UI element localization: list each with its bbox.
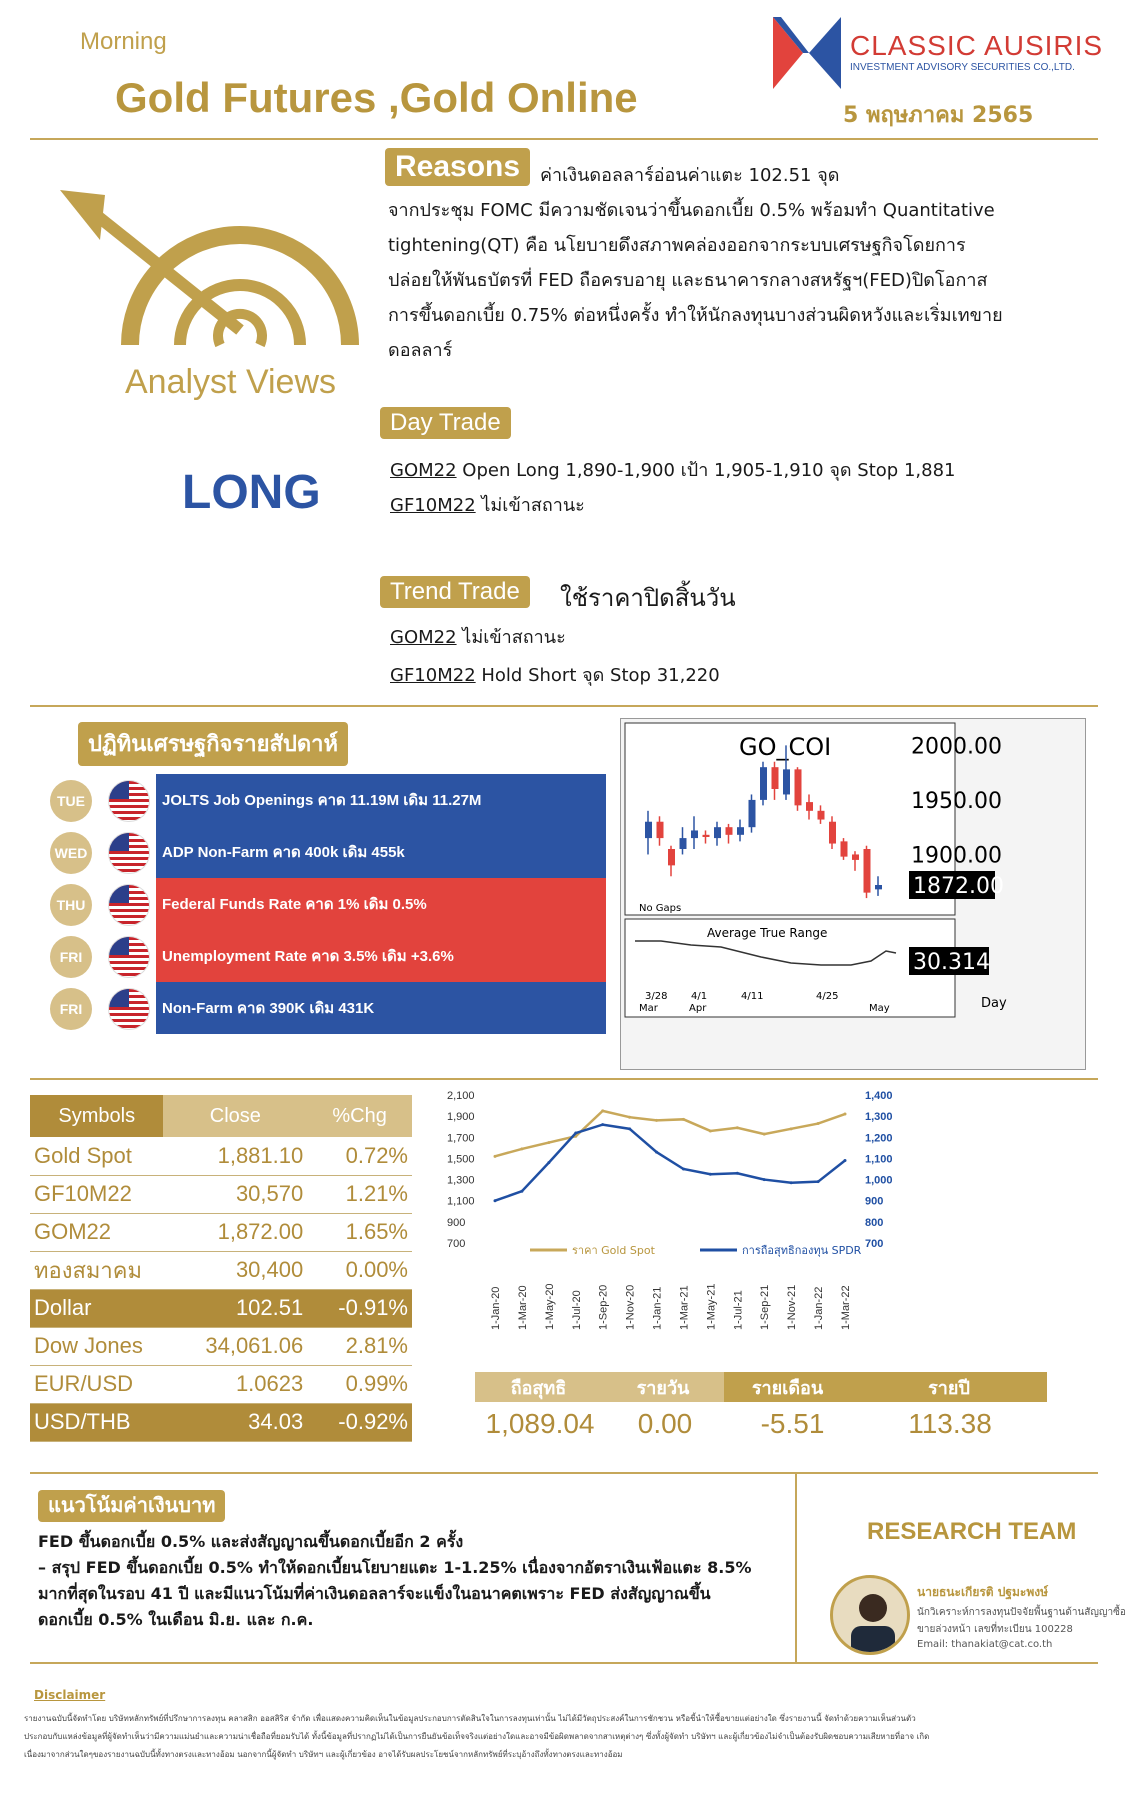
candle-body: [749, 800, 756, 827]
series-point: [655, 1119, 658, 1122]
series-point: [520, 1147, 523, 1150]
table-row: [30, 1403, 412, 1441]
calendar-row: [50, 774, 605, 824]
candle-body: [680, 838, 687, 849]
symbol-close: 30,400: [163, 1251, 307, 1289]
col-header-symbols: Symbols: [30, 1095, 163, 1137]
spdr-net: 1,089.04: [485, 1408, 595, 1439]
us-flag-icon: [108, 936, 150, 978]
day-trade-label: Day Trade: [380, 407, 511, 439]
y-left-tick: 1,300: [447, 1174, 475, 1187]
candle-body: [806, 802, 813, 811]
spdr-daily: 0.00: [637, 1408, 693, 1439]
us-flag-icon: [108, 780, 150, 822]
spdr-header-net: ถือสุทธิ: [475, 1372, 602, 1402]
baht-line2: – สรุป FED ขึ้นดอกเบี้ย 0.5% ทำให้ดอกเบี้ยนโยบายแตะ 1-1.25% เนื่องจากอัตราเงินเฟ้อแตะ 8.5%: [38, 1558, 752, 1577]
trend-trade-row1-symbol: GOM22: [390, 627, 457, 648]
calendar-event: JOLTS Job Openings คาด 11.19M เดิม 11.27M: [156, 774, 606, 826]
disclaimer-line3: เนื่องมาจากส่วนใดๆของรายงานฉบับนี้ทั้งทางตรงและทางอ้อม นอกจากนี้ผู้จัดทำ บริษัทฯ และผู้เกี่ยวข้อง อาจได้รับผลประโยชน์จากหลักทรัพย์ที่ระบุอ้างถึงทั้งทางตรงและทางอ้อม: [24, 1750, 623, 1759]
brand-logo: [773, 17, 841, 89]
series-point: [844, 1159, 847, 1162]
y-right-tick: 1,000: [865, 1174, 893, 1187]
reasons-label: Reasons: [385, 148, 530, 186]
y-right-tick: 1,400: [865, 1090, 893, 1102]
symbol-name: GOM22: [30, 1213, 163, 1251]
day-trade-row2-symbol: GF10M22: [390, 495, 476, 516]
baht-label: แนวโน้มค่าเงินบาท: [38, 1490, 225, 1522]
series-point: [844, 1113, 847, 1116]
y-left-tick: 1,900: [447, 1111, 475, 1124]
symbol-name: EUR/USD: [30, 1365, 163, 1403]
y-right-tick: 1,100: [865, 1153, 893, 1166]
spdr-header-daily: รายวัน: [602, 1372, 724, 1402]
divider: [30, 1078, 1098, 1080]
candle-body: [875, 885, 882, 889]
candle-body: [645, 822, 652, 838]
spdr-yearly: 113.38: [908, 1408, 992, 1439]
calendar-row: [50, 878, 605, 928]
research-email: Email: thanakiat@cat.co.th: [917, 1639, 1053, 1650]
table-row: [30, 1289, 412, 1327]
series-point: [574, 1132, 577, 1135]
candle-body: [668, 849, 675, 865]
no-gaps-label: No Gaps: [639, 903, 682, 914]
symbol-close: 102.51: [163, 1289, 307, 1327]
calendar-day: THU: [50, 884, 92, 926]
x-tick: 1-Mar-22: [840, 1285, 852, 1330]
price-tick: 1900.00: [911, 843, 1002, 869]
x-tick: 1-Mar-21: [678, 1285, 691, 1330]
trend-trade-row2: [390, 660, 720, 689]
symbol-name: Dow Jones: [30, 1327, 163, 1365]
y-left-tick: 2,100: [447, 1090, 475, 1102]
date-tick: 4/1: [691, 991, 708, 1002]
series-point: [682, 1168, 685, 1171]
x-tick: 1-May-20: [543, 1283, 556, 1330]
trend-trade-row2-text: Hold Short จุด Stop 31,220: [481, 665, 720, 686]
series-point: [520, 1190, 523, 1193]
price-tick: 2000.00: [911, 734, 1002, 760]
candle-body: [829, 822, 836, 844]
symbol-close: 1,881.10: [163, 1137, 307, 1175]
x-tick: 1-Jul-21: [732, 1290, 745, 1330]
x-tick: 1-Jan-20: [490, 1286, 502, 1330]
trend-trade-label: Trend Trade: [380, 576, 530, 608]
symbol-chg: 0.00%: [307, 1251, 412, 1289]
series-point: [628, 1116, 631, 1119]
research-role: นักวิเคราะห์การลงทุนปัจจัยพื้นฐานด้านสัญญาซื้อ: [917, 1607, 1126, 1618]
day-trade-row2: [390, 490, 585, 519]
divider: [30, 1662, 1098, 1664]
symbol-name: Gold Spot: [30, 1137, 163, 1175]
col-header-chg: %Chg: [307, 1095, 412, 1137]
research-title: RESEARCH TEAM: [867, 1518, 1077, 1545]
series-point: [709, 1173, 712, 1176]
x-tick: 1-Sep-21: [759, 1284, 772, 1330]
baht-line4: ดอกเบี้ย 0.5% ในเดือน มิ.ย. และ ก.ค.: [38, 1610, 314, 1629]
symbol-close: 1,872.00: [163, 1213, 307, 1251]
candle-body: [783, 769, 790, 794]
candle-body: [691, 830, 698, 838]
x-tick: 1-May-21: [705, 1283, 718, 1330]
candle-body: [818, 811, 825, 820]
series-point: [628, 1127, 631, 1130]
calendar-event: ADP Non-Farm คาด 400k เดิม 455k: [156, 826, 606, 878]
research-license: ขายล่วงหน้า เลขที่ทะเบียน 100228: [917, 1624, 1073, 1635]
disclaimer-line2: ประกอบกับแหล่งข้อมูลที่ผู้จัดทำเห็นว่ามีความแม่นยำและความน่าเชื่อถือที่ยอมรับได้ ทั้งนี้ข้อมูลที่ปรากฏไม่ได้เป็นการยืนยันข้อเท็จจริงแต่อย่างใดและอาจมีข้อผิดพลาดจากสาเหตุต่างๆ ซึ่งทั้งผู้จัดทำ บริษัทฯ และผู้เกี่ยวข้องไม่จำเป็นต้องรับผิดชอบความเสียหายที่อาจ เกิด: [24, 1732, 930, 1741]
y-right-tick: 800: [865, 1216, 884, 1229]
y-left-tick: 700: [447, 1238, 466, 1250]
calendar-event: Non-Farm คาด 390K เดิม 431K: [156, 982, 606, 1034]
x-tick: 1-Mar-20: [516, 1285, 529, 1330]
symbols-table: [30, 1095, 412, 1442]
y-right-tick: 1,200: [865, 1132, 893, 1145]
series-point: [682, 1118, 685, 1121]
table-row: [30, 1213, 412, 1251]
calendar-row: [50, 826, 605, 876]
candle-body: [737, 827, 744, 835]
day-trade-row2-text: ไม่เข้าสถานะ: [481, 495, 585, 516]
symbol-chg: 1.65%: [307, 1213, 412, 1251]
symbol-close: 1.0623: [163, 1365, 307, 1403]
day-trade-row1: [390, 455, 955, 484]
symbol-name: GF10M22: [30, 1175, 163, 1213]
symbol-close: 34.03: [163, 1403, 307, 1441]
candle-body: [852, 854, 859, 859]
trend-trade-row2-symbol: GF10M22: [390, 665, 476, 686]
series-point: [817, 1122, 820, 1125]
table-row: [30, 1175, 412, 1213]
calendar-title: ปฏิทินเศรษฐกิจรายสัปดาห์: [78, 722, 348, 766]
x-tick: 1-Nov-21: [786, 1284, 799, 1330]
series-point: [494, 1199, 497, 1202]
divider: [30, 138, 1098, 140]
brand-sub: INVESTMENT ADVISORY SECURITIES CO.,LTD.: [850, 62, 1075, 73]
x-tick: 1-Jan-21: [651, 1286, 664, 1330]
spdr-header-monthly: รายเดือน: [724, 1372, 851, 1402]
table-row: [30, 1137, 412, 1175]
series-point: [763, 1133, 766, 1136]
candle-body: [795, 769, 802, 805]
col-header-close: Close: [163, 1095, 307, 1137]
reasons-line5: การขึ้นดอกเบี้ย 0.75% ต่อหนึ่งครั้ง ทำให้นักลงทุนบางส่วนผิดหวังและเริ่มเทขาย: [388, 305, 1003, 326]
spdr-monthly: -5.51: [760, 1408, 825, 1439]
symbol-close: 34,061.06: [163, 1327, 307, 1365]
analyst-views-label: Analyst Views: [125, 363, 337, 401]
y-right-tick: 900: [865, 1195, 884, 1208]
y-left-tick: 900: [447, 1216, 466, 1229]
series-point: [601, 1109, 604, 1112]
us-flag-icon: [108, 884, 150, 926]
month-tick: May: [869, 1003, 890, 1014]
x-tick: 1-Sep-20: [597, 1284, 610, 1330]
calendar-event: Federal Funds Rate คาด 1% เดิม 0.5%: [156, 878, 606, 930]
divider: [30, 1472, 1098, 1474]
y-right-tick: 1,300: [865, 1111, 893, 1124]
table-row: [30, 1365, 412, 1403]
legend-gold: ราคา Gold Spot: [572, 1244, 655, 1257]
reasons-line3: tightening(QT) คือ นโยบายดึงสภาพคล่องออกจากระบบเศรษฐกิจโดยการ: [388, 235, 966, 256]
symbol-name: Dollar: [30, 1289, 163, 1327]
table-row: [30, 1327, 412, 1365]
trend-trade-row1: [390, 622, 566, 651]
baht-line1: FED ขึ้นดอกเบี้ย 0.5% และส่งสัญญาณขึ้นดอกเบี้ยอีก 2 ครั้ง: [38, 1532, 464, 1551]
candle-body: [703, 835, 710, 837]
page-title: Gold Futures ,Gold Online: [115, 74, 638, 121]
series-line-0: [495, 1111, 845, 1156]
series-point: [547, 1141, 550, 1144]
day-label: Day: [981, 996, 1007, 1011]
series-point: [547, 1161, 550, 1164]
series-point: [601, 1123, 604, 1126]
candle-body: [714, 827, 721, 838]
symbol-name: ทองสมาคม: [30, 1251, 163, 1289]
series-point: [790, 1181, 793, 1184]
us-flag-icon: [108, 988, 150, 1030]
symbol-chg: 0.72%: [307, 1137, 412, 1175]
day-trade-row1-text: Open Long 1,890-1,900 เป้า 1,905-1,910 จุด Stop 1,881: [462, 460, 956, 481]
reasons-line2: จากประชุม FOMC มีความชัดเจนว่าขึ้นดอกเบี้ย 0.5% พร้อมทำ Quantitative: [388, 200, 995, 221]
calendar-row: [50, 930, 605, 980]
baht-line3: มากที่สุดในรอบ 41 ปี และมีแนวโน้มที่ค่าเงินดอลลาร์จะแข็งในอนาคตเพราะ FED ส่งสัญญาณขึ้น: [38, 1584, 711, 1603]
brand-name: CLASSIC AUSIRIS: [850, 30, 1104, 61]
series-point: [709, 1129, 712, 1132]
disclaimer-label: Disclaimer: [34, 1688, 106, 1702]
atr-value: 30.314: [913, 950, 990, 975]
x-tick: 1-Jul-20: [570, 1290, 583, 1330]
series-point: [763, 1178, 766, 1181]
atr-title: Average True Range: [707, 926, 828, 940]
candle-body: [657, 822, 664, 838]
candle-chart-panel: [620, 718, 1086, 1070]
legend-spdr: การถือสุทธิกองทุน SPDR: [742, 1244, 862, 1257]
day-trade-row1-symbol: GOM22: [390, 460, 457, 481]
calendar-day: WED: [50, 832, 92, 874]
series-point: [790, 1127, 793, 1130]
table-row: [30, 1251, 412, 1289]
trend-trade-note: ใช้ราคาปิดสิ้นวัน: [560, 584, 736, 612]
symbol-chg: 0.99%: [307, 1365, 412, 1403]
research-name: นายธนะเกียรติ ปฐมะพงษ์: [917, 1585, 1049, 1599]
series-point: [817, 1180, 820, 1183]
person-icon: [833, 1578, 910, 1655]
y-left-tick: 1,500: [447, 1153, 475, 1166]
price-tick: 1950.00: [911, 788, 1002, 814]
calendar-event: Unemployment Rate คาด 3.5% เดิม +3.6%: [156, 930, 606, 982]
calendar-day: FRI: [50, 988, 92, 1030]
vertical-divider: [795, 1472, 797, 1662]
y-left-tick: 1,700: [447, 1132, 475, 1145]
reasons-line1: ค่าเงินดอลลาร์อ่อนค่าแตะ 102.51 จุด: [540, 165, 840, 186]
reasons-line4: ปล่อยให้พันธบัตรที่ FED ถือครบอายุ และธนาคารกลางสหรัฐฯ(FED)ปิดโอกาส: [388, 270, 988, 291]
x-tick: 1-Jan-22: [813, 1286, 826, 1330]
disclaimer-line1: รายงานฉบับนี้จัดทำโดย บริษัทหลักทรัพย์ที่ปรึกษาการลงทุน คลาสสิก ออสสิริส จำกัด เพื่อแสดงความคิดเห็นในข้อมูลประกอบการตัดสินใจในการลงทุนเท่านั้น ไม่ได้มีวัตถุประสงค์ในการชักชวน หรือชี้นำให้ซื้อขายแต่อย่างใด ซึ่งรายงานนี้ จัดทำด้วยความเห็นส่วนตัว: [24, 1714, 916, 1723]
us-flag-icon: [108, 832, 150, 874]
series-point: [736, 1126, 739, 1129]
candle-body: [772, 767, 779, 789]
calendar-row: [50, 982, 605, 1032]
date-tick: 4/25: [816, 991, 839, 1002]
symbol-chg: -0.92%: [307, 1403, 412, 1441]
candle-chart: [621, 719, 1085, 1069]
candle-body: [841, 841, 848, 856]
date-tick: 3/28: [645, 991, 668, 1002]
candle-body: [760, 767, 767, 800]
analyst-avatar: [830, 1575, 910, 1655]
gold-spdr-chart: [445, 1085, 1035, 1365]
spdr-header-yearly: รายปี: [851, 1372, 1047, 1402]
last-price: 1872.00: [913, 874, 1004, 899]
month-tick: Mar: [639, 1003, 658, 1014]
target-icon: [60, 180, 360, 380]
series-point: [655, 1151, 658, 1154]
series-point: [494, 1155, 497, 1158]
header-subtitle: Morning: [80, 28, 167, 55]
symbol-close: 30,570: [163, 1175, 307, 1213]
y-right-tick: 700: [865, 1238, 884, 1250]
trend-trade-row1-text: ไม่เข้าสถานะ: [462, 627, 566, 648]
reasons-line6: ดอลลาร์: [388, 340, 453, 361]
month-tick: Apr: [689, 1003, 707, 1014]
divider: [30, 705, 1098, 707]
analyst-stance: LONG: [182, 466, 321, 519]
x-tick: 1-Nov-20: [624, 1284, 637, 1330]
y-left-tick: 1,100: [447, 1195, 475, 1208]
symbol-chg: -0.91%: [307, 1289, 412, 1327]
calendar-day: FRI: [50, 936, 92, 978]
date-tick: 4/11: [741, 991, 764, 1002]
calendar-day: TUE: [50, 780, 92, 822]
symbol-name: USD/THB: [30, 1403, 163, 1441]
report-date: 5 พฤษภาคม 2565: [843, 103, 1034, 128]
candle-body: [864, 849, 871, 893]
series-point: [736, 1172, 739, 1175]
candle-title: GO_COI: [739, 733, 832, 761]
candle-body: [726, 827, 733, 835]
symbol-chg: 2.81%: [307, 1327, 412, 1365]
symbol-chg: 1.21%: [307, 1175, 412, 1213]
